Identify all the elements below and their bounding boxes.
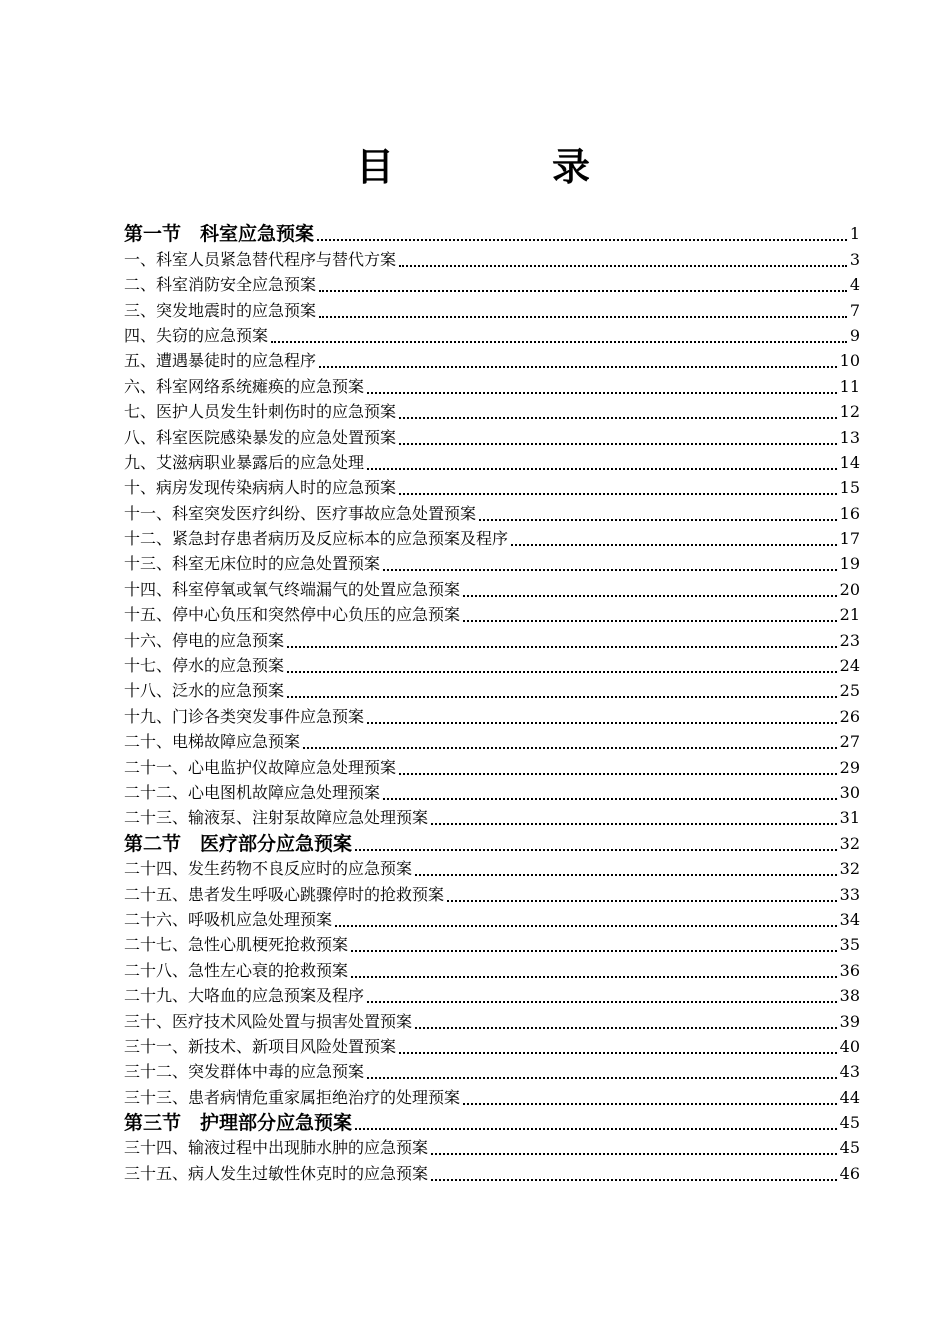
toc-entry-label: 三十、医疗技术风险处置与损害处置预案 (124, 1011, 413, 1031)
dot-leader (511, 544, 837, 546)
table-of-contents (124, 220, 860, 1185)
toc-page-number: 45 (839, 1138, 860, 1158)
toc-entry[interactable] (124, 1033, 860, 1058)
toc-entry-label: 二十一、心电监护仪故障应急处理预案 (124, 757, 397, 777)
toc-entry-label: 十六、停电的应急预案 (124, 630, 285, 650)
toc-section-entry[interactable] (124, 1109, 860, 1134)
toc-section-entry[interactable] (124, 220, 860, 245)
toc-page-number: 32 (839, 833, 860, 853)
dot-leader (415, 1027, 837, 1029)
toc-entry-label: 二十九、大咯血的应急预案及程序 (124, 986, 365, 1006)
toc-entry-label: 四、失窃的应急预案 (124, 325, 269, 345)
toc-entry-label: 十二、紧急封存患者病历及反应标本的应急预案及程序 (124, 529, 509, 549)
toc-page-number: 23 (839, 630, 860, 650)
toc-entry[interactable] (124, 956, 860, 981)
toc-entry-label: 二十二、心电图机故障应急处理预案 (124, 782, 381, 802)
toc-entry[interactable] (124, 779, 860, 804)
dot-leader (319, 366, 837, 368)
toc-entry-label: 十七、停水的应急预案 (124, 656, 285, 676)
toc-page-number: 27 (839, 732, 860, 752)
toc-entry[interactable] (124, 423, 860, 448)
toc-page-number: 45 (839, 1113, 860, 1133)
toc-page-number: 44 (839, 1087, 860, 1107)
toc-entry[interactable] (124, 855, 860, 880)
dot-leader (351, 950, 837, 952)
dot-leader (351, 976, 837, 978)
dot-leader (367, 722, 837, 724)
dot-leader (319, 290, 847, 292)
toc-page-number: 36 (839, 960, 860, 980)
toc-entry[interactable] (124, 449, 860, 474)
toc-entry[interactable] (124, 550, 860, 575)
toc-page-number: 25 (839, 681, 860, 701)
dot-leader (367, 1077, 837, 1079)
dot-leader (319, 316, 847, 318)
toc-entry-label: 二十三、输液泵、注射泵故障应急处理预案 (124, 808, 429, 828)
toc-entry[interactable] (124, 804, 860, 829)
dot-leader (367, 392, 837, 394)
toc-page-number: 46 (839, 1163, 860, 1183)
toc-page-number: 38 (839, 986, 860, 1006)
toc-entry-label: 二十四、发生药物不良反应时的应急预案 (124, 859, 413, 879)
dot-leader (399, 773, 837, 775)
toc-entry-label: 九、艾滋病职业暴露后的应急处理 (124, 452, 365, 472)
toc-entry[interactable] (124, 728, 860, 753)
toc-entry-label: 三十二、突发群体中毒的应急预案 (124, 1062, 365, 1082)
toc-page-number: 39 (839, 1011, 860, 1031)
toc-page-number: 11 (839, 376, 860, 396)
dot-leader (463, 1103, 837, 1105)
toc-entry-label: 十一、科室突发医疗纠纷、医疗事故应急处置预案 (124, 503, 477, 523)
toc-page-number: 4 (849, 275, 860, 295)
toc-page-number: 1 (849, 224, 860, 244)
toc-entry-label: 二、科室消防安全应急预案 (124, 275, 317, 295)
toc-entry[interactable] (124, 626, 860, 651)
toc-entry-label: 十三、科室无床位时的应急处置预案 (124, 554, 381, 574)
toc-entry-label: 三、突发地震时的应急预案 (124, 300, 317, 320)
toc-page-number: 30 (839, 782, 860, 802)
toc-page-number: 43 (839, 1062, 860, 1082)
toc-page-number: 14 (839, 452, 860, 472)
page-title: 目 录 (355, 144, 650, 189)
dot-leader (399, 493, 837, 495)
toc-entry-label: 七、医护人员发生针刺伤时的应急预案 (124, 402, 397, 422)
toc-page-number: 32 (839, 859, 860, 879)
toc-entry-label: 十八、泛水的应急预案 (124, 681, 285, 701)
toc-entry[interactable] (124, 601, 860, 626)
dot-leader (447, 900, 837, 902)
toc-page-number: 19 (839, 554, 860, 574)
toc-page-number: 16 (839, 503, 860, 523)
dot-leader (287, 646, 837, 648)
toc-page-number: 31 (839, 808, 860, 828)
dot-leader (287, 671, 837, 673)
toc-page-number: 7 (849, 300, 860, 320)
toc-page-number: 40 (839, 1036, 860, 1056)
toc-page-number: 20 (839, 579, 860, 599)
dot-leader (463, 620, 837, 622)
dot-leader (399, 265, 847, 267)
toc-entry-label: 二十七、急性心肌梗死抢救预案 (124, 935, 349, 955)
dot-leader (399, 1052, 837, 1054)
toc-page-number: 33 (839, 884, 860, 904)
dot-leader (415, 874, 837, 876)
toc-entry[interactable] (124, 1007, 860, 1032)
toc-entry-label: 十、病房发现传染病病人时的应急预案 (124, 478, 397, 498)
toc-entry-label: 三十四、输液过程中出现肺水肿的应急预案 (124, 1138, 429, 1158)
toc-entry-label: 二十八、急性左心衰的抢救预案 (124, 960, 349, 980)
dot-leader (287, 696, 837, 698)
toc-page-number: 34 (839, 909, 860, 929)
toc-entry[interactable] (124, 271, 860, 296)
toc-entry[interactable] (124, 753, 860, 778)
dot-leader (271, 341, 847, 343)
toc-page-number: 3 (849, 249, 860, 269)
toc-entry[interactable] (124, 702, 860, 727)
toc-entry[interactable] (124, 347, 860, 372)
toc-entry[interactable] (124, 677, 860, 702)
dot-leader (383, 798, 837, 800)
toc-entry-label: 十五、停中心负压和突然停中心负压的应急预案 (124, 605, 461, 625)
toc-entry[interactable] (124, 982, 860, 1007)
toc-section-entry[interactable] (124, 829, 860, 854)
dot-leader (317, 239, 847, 241)
dot-leader (431, 823, 837, 825)
dot-leader (303, 747, 837, 749)
toc-page-number: 26 (839, 706, 860, 726)
dot-leader (355, 1128, 837, 1130)
toc-entry-label: 三十三、患者病情危重家属拒绝治疗的处理预案 (124, 1087, 461, 1107)
toc-entry[interactable] (124, 1058, 860, 1083)
toc-entry[interactable] (124, 525, 860, 550)
toc-entry-label: 第三节 护理部分应急预案 (124, 1112, 353, 1135)
toc-page-number: 17 (839, 529, 860, 549)
toc-entry-label: 三十一、新技术、新项目风险处置预案 (124, 1036, 397, 1056)
dot-leader (367, 468, 837, 470)
toc-entry-label: 二十、电梯故障应急预案 (124, 732, 301, 752)
toc-entry[interactable] (124, 652, 860, 677)
dot-leader (431, 1179, 837, 1181)
toc-page-number: 9 (849, 325, 860, 345)
toc-entry-label: 三十五、病人发生过敏性休克时的应急预案 (124, 1163, 429, 1183)
dot-leader (367, 1001, 837, 1003)
toc-entry[interactable] (124, 245, 860, 270)
toc-page-number: 15 (839, 478, 860, 498)
toc-entry-label: 六、科室网络系统瘫痪的应急预案 (124, 376, 365, 396)
toc-entry[interactable] (124, 575, 860, 600)
toc-entry[interactable] (124, 1083, 860, 1108)
toc-page-number: 24 (839, 656, 860, 676)
toc-entry[interactable] (124, 906, 860, 931)
toc-entry-label: 十九、门诊各类突发事件应急预案 (124, 706, 365, 726)
toc-page-number: 35 (839, 935, 860, 955)
toc-page-number: 29 (839, 757, 860, 777)
dot-leader (463, 595, 837, 597)
toc-page-number: 21 (839, 605, 860, 625)
toc-entry[interactable] (124, 880, 860, 905)
toc-entry-label: 十四、科室停氧或氧气终端漏气的处置应急预案 (124, 579, 461, 599)
dot-leader (479, 519, 837, 521)
toc-entry-label: 一、科室人员紧急替代程序与替代方案 (124, 249, 397, 269)
dot-leader (335, 925, 837, 927)
toc-entry-label: 第一节 科室应急预案 (124, 223, 315, 246)
toc-entry[interactable] (124, 296, 860, 321)
toc-entry[interactable] (124, 1134, 860, 1159)
toc-page-number: 10 (839, 351, 860, 371)
toc-entry[interactable] (124, 499, 860, 524)
toc-entry[interactable] (124, 931, 860, 956)
toc-entry-label: 二十五、患者发生呼吸心跳骤停时的抢救预案 (124, 884, 445, 904)
dot-leader (383, 569, 837, 571)
toc-entry-label: 五、遭遇暴徒时的应急程序 (124, 351, 317, 371)
dot-leader (355, 849, 837, 851)
dot-leader (399, 417, 837, 419)
toc-page-number: 13 (839, 427, 860, 447)
dot-leader (431, 1153, 837, 1155)
toc-entry[interactable] (124, 398, 860, 423)
toc-entry-label: 二十六、呼吸机应急处理预案 (124, 909, 333, 929)
toc-entry-label: 八、科室医院感染暴发的应急处置预案 (124, 427, 397, 447)
dot-leader (399, 443, 837, 445)
toc-page-number: 12 (839, 402, 860, 422)
toc-entry[interactable] (124, 322, 860, 347)
toc-entry[interactable] (124, 1159, 860, 1184)
toc-entry[interactable] (124, 474, 860, 499)
toc-entry-label: 第二节 医疗部分应急预案 (124, 832, 353, 855)
toc-entry[interactable] (124, 372, 860, 397)
